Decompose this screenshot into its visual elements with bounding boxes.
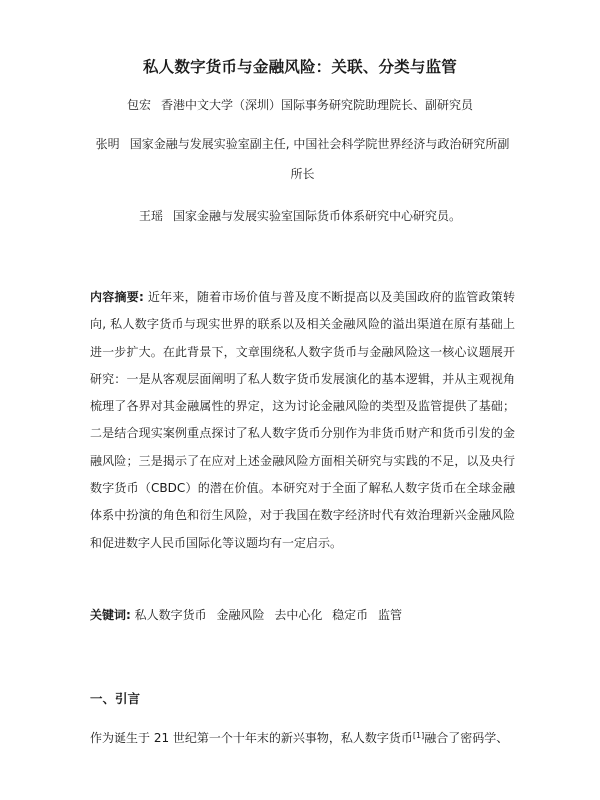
keywords-label: 关键词: — [90, 608, 131, 622]
author-2-affiliation-line2: 所长 — [290, 167, 315, 181]
abstract-text: 近年来，随着市场价值与普及度不断提高以及美国政府的监管政策转向, 私人数字货币与现实世界的联系以及相关金融风险的溢出渠道在原有基础上进一步扩大。在此背景下，文章围绕私人数字货币与金融风险这一核心议题展开研究：一是从客观层面阐明了私人数字货币发展演化的基本逻辑，并从主观视角梳理了各界对其金融属性的界定，这为讨论金融风险的类型及监管提供了基础；二是结合现实案例重点探讨了私人数字货币分别作为非货币财产和货币引发的金融风险；三是揭示了在应对上述金融风险方面相关研究与实践的不足，以及央行数字货币（CBDC）的潜在价值。本研究对于全面了解私人数字货币在全球金融体系中扮演的角色和衍生风险，对于我国在数字经济时代有效治理新兴金融风险和促进数字人民币国际化等议题均有一定启示。 — [90, 290, 515, 550]
keyword-item: 监管 — [378, 608, 403, 622]
author-2 — [90, 129, 515, 189]
author-2-affiliation-line1: 国家金融与发展实验室副主任, 中国社会科学院世界经济与政治研究所副 — [129, 137, 510, 151]
section-heading: 一、引言 — [90, 691, 141, 706]
keyword-item: 去中心化 — [274, 608, 323, 622]
abstract-label: 内容摘要: — [90, 290, 144, 304]
keyword-item: 私人数字货币 — [134, 608, 207, 622]
author-3-affiliation: 国家金融与发展实验室国际货币体系研究中心研究员。 — [173, 209, 462, 223]
keyword-item: 稳定币 — [332, 608, 369, 622]
body-text-after: 融合了密码学、 — [424, 731, 509, 745]
author-2-line-1 — [90, 129, 515, 159]
body-paragraph — [90, 728, 515, 748]
body-text-before: 作为诞生于 21 世纪第一个十年末的新兴事物，私人数字货币 — [90, 731, 413, 745]
footnote-ref[interactable]: [1] — [412, 731, 425, 740]
author-1-affiliation: 香港中文大学（深圳）国际事务研究院助理院长、副研究员 — [161, 98, 474, 112]
author-2-name: 张明 — [95, 137, 120, 151]
abstract — [90, 284, 515, 557]
author-3-name: 王瑶 — [138, 209, 163, 223]
keywords — [90, 606, 515, 624]
author-1-name: 包宏 — [126, 98, 151, 112]
author-1 — [0, 97, 600, 113]
paper-title: 私人数字货币与金融风险：关联、分类与监管 — [142, 58, 457, 76]
author-3 — [0, 208, 600, 224]
keyword-item: 金融风险 — [216, 608, 265, 622]
